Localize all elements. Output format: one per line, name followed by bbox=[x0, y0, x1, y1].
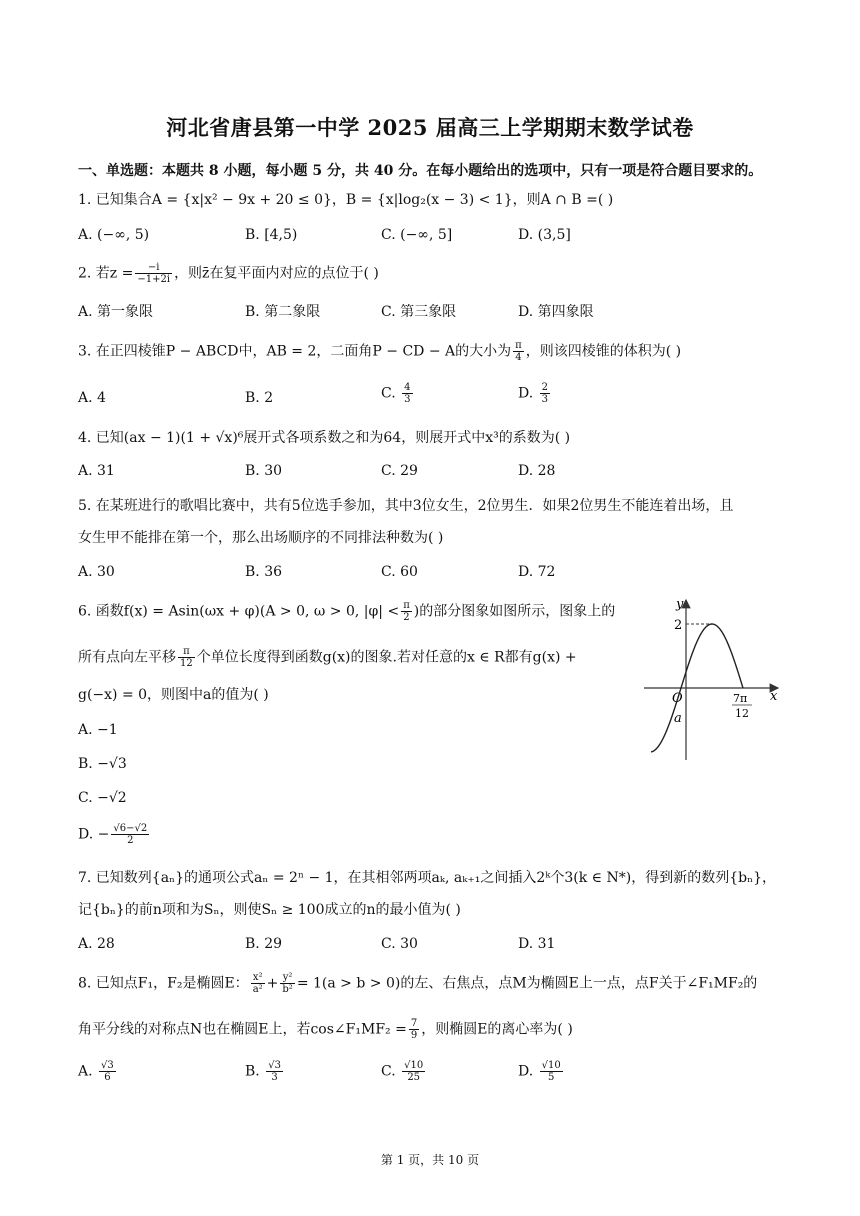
x-tick-numerator: 7π bbox=[733, 692, 748, 705]
question-5-option-d: D. 72 bbox=[518, 564, 556, 580]
question-8-option-a: A. $\frac{√3}{6}$ bbox=[78, 1060, 114, 1083]
question-5-option-c: C. 60 bbox=[381, 564, 418, 580]
question-2-stem: 2. 若z = $\frac{-i}{-1+2i}$ ，则z̄在复平面内对应的点位于( ) bbox=[78, 262, 379, 285]
question-4-stem: 4. 已知(ax − 1)(1 + √x)⁶展开式各项系数之和为64，则展开式中x³的系数为( ) bbox=[78, 430, 571, 446]
exam-title: 河北省唐县第一中学 2025 届高三上学期期末数学试卷 bbox=[166, 115, 694, 140]
section-heading: 一、单选题：本题共 8 小题，每小题 5 分，共 40 分。在每小题给出的选项中，只有一项是符合题目要求的。 bbox=[78, 163, 763, 179]
question-1-option-d: D. (3,5] bbox=[518, 227, 571, 243]
fraction: $\frac{-i}{-1+2i}$ bbox=[137, 262, 171, 285]
question-7-option-a: A. 28 bbox=[78, 936, 115, 952]
max-value-label: 2 bbox=[674, 618, 683, 633]
question-4-option-a: A. 31 bbox=[78, 463, 115, 479]
question-3-option-d: D. $\frac{2}{3}$ bbox=[518, 382, 549, 405]
question-8-option-c: C. $\frac{√10}{25}$ bbox=[381, 1060, 424, 1083]
fraction: $\frac{\pi}{4}$ bbox=[515, 340, 522, 363]
question-1-option-a: A. (−∞, 5) bbox=[78, 227, 150, 243]
question-7-option-d: D. 31 bbox=[518, 936, 556, 952]
question-5-option-a: A. 30 bbox=[78, 564, 115, 580]
question-7-stem-line-1: 7. 已知数列{aₙ}的通项公式aₙ = 2ⁿ − 1，在其相邻两项aₖ, aₖ₊₁之间插入2ᵏ个3(k ∈ N*)，得到新的数列{bₙ}， bbox=[78, 870, 777, 886]
question-2-option-b: B. 第二象限 bbox=[245, 304, 321, 320]
question-2-option-c: C. 第三象限 bbox=[381, 304, 457, 320]
page-footer: 第 1 页，共 10 页 bbox=[380, 1153, 480, 1167]
question-5-stem-line-2: 女生甲不能排在第一个，那么出场顺序的不同排法种数为( ) bbox=[78, 530, 444, 546]
question-6-stem-line-2: 所有点向左平移 $\frac{\pi}{12}$ 个单位长度得到函数g(x)的图象.若对任意的x ∈ R都有g(x) + bbox=[78, 646, 577, 669]
question-8-stem-line-1: 8. 已知点F₁，F₂是椭圆E： $\frac{\text{x²}}{\text{a²}}$ + $\frac{\text{y²}}{\text{b²}}$ = 1(a > b > 0)的左、右焦点，点M为椭圆E上一点，点F关于∠F₁MF₂的 bbox=[78, 972, 758, 995]
question-3-option-c: C. $\frac{4}{3}$ bbox=[381, 382, 411, 405]
question-5-option-b: B. 36 bbox=[245, 564, 283, 580]
question-6-option-a: A. −1 bbox=[78, 722, 118, 738]
question-4-option-b: B. 30 bbox=[245, 463, 283, 479]
origin-label: O bbox=[672, 691, 683, 706]
question-6-option-d: D. − $\frac{√6-√2}{2}$ bbox=[78, 823, 148, 846]
question-5-stem-line-1: 5. 在某班进行的歌唱比赛中，共有5位选手参加，其中3位女生，2位男生．如果2位男生不能连着出场，且 bbox=[78, 498, 734, 514]
a-label: a bbox=[674, 711, 682, 726]
question-1-option-b: B. [4,5) bbox=[245, 227, 298, 243]
question-3-option-b: B. 2 bbox=[245, 390, 274, 406]
question-6-option-c: C. −√2 bbox=[78, 790, 127, 806]
x-tick-denominator: 12 bbox=[735, 707, 749, 720]
question-7-option-c: C. 30 bbox=[381, 936, 418, 952]
question-8-option-b: B. $\frac{√3}{3}$ bbox=[245, 1060, 281, 1083]
question-6-graph bbox=[636, 592, 786, 762]
question-8-stem-line-2: 角平分线的对称点N也在椭圆E上，若cos∠F₁MF₂ = $\frac{7}{9}$ ，则椭圆E的离心率为( ) bbox=[78, 1018, 573, 1041]
question-6-stem-line-3: g(−x) = 0，则图中a的值为( ) bbox=[78, 687, 269, 703]
question-6-stem-line-1: 6. 函数f(x) = Asin(ωx + φ)(A > 0, ω > 0, |φ| < $\frac{\pi}{2}$ )的部分图象如图所示，图象上的 bbox=[78, 600, 616, 623]
question-3-stem: 3. 在正四棱锥P − ABCD中，AB = 2，二面角P − CD − A的大小为 $\frac{\pi}{4}$ ，则该四棱锥的体积为( ) bbox=[78, 340, 682, 363]
question-6-option-b: B. −√3 bbox=[78, 756, 127, 772]
question-4-option-d: D. 28 bbox=[518, 463, 556, 479]
question-2-option-a: A. 第一象限 bbox=[78, 304, 154, 320]
question-7-stem-line-2: 记{bₙ}的前n项和为Sₙ，则使Sₙ ≥ 100成立的n的最小值为( ) bbox=[78, 902, 461, 918]
question-1-option-c: C. (−∞, 5] bbox=[381, 227, 453, 243]
x-axis-label: x bbox=[770, 689, 778, 704]
question-1-stem: 1. 已知集合A = {x|x² − 9x + 20 ≤ 0}，B = {x|log₂(x − 3) < 1}，则A ∩ B =( ) bbox=[78, 192, 614, 208]
question-7-option-b: B. 29 bbox=[245, 936, 283, 952]
question-3-option-a: A. 4 bbox=[78, 390, 106, 406]
question-4-option-c: C. 29 bbox=[381, 463, 418, 479]
y-axis-label: y bbox=[676, 597, 684, 612]
question-2-option-d: D. 第四象限 bbox=[518, 304, 594, 320]
question-8-option-d: D. $\frac{√10}{5}$ bbox=[518, 1060, 561, 1083]
